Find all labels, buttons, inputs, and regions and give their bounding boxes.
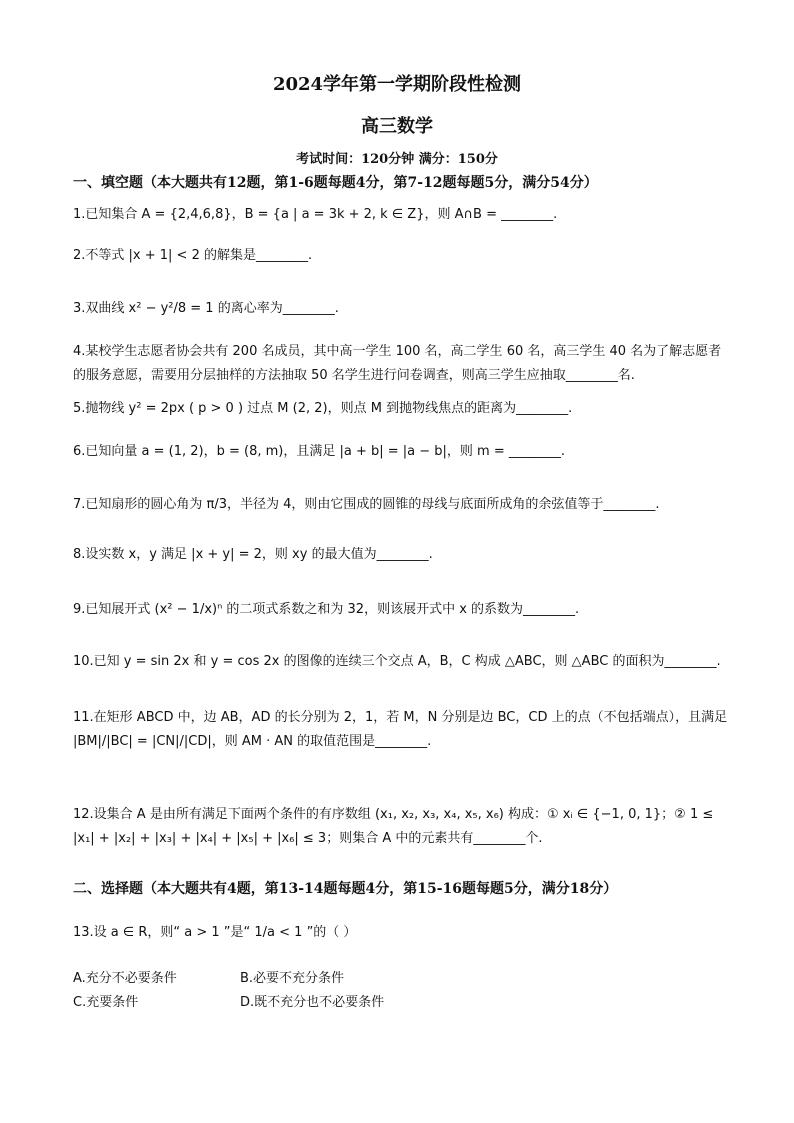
question-1: 1.已知集合 A = {2,4,6,8}，B = {a | a = 3k + 2, k ∈ Z}，则 A∩B = ________. [73, 207, 558, 222]
question-12: 12.设集合 A 是由所有满足下面两个条件的有序数组 (x₁, x₂, x₃, x₄, x₅, x₆) 构成：① xᵢ ∈ {−1, 0, 1}；② 1 ≤ |x₁| + |x₂| + |x₃| + |x₄| + |x₅| + |x₆| ≤ 3；则集合 A 中的元素共有________个. [73, 807, 714, 846]
question-11: 11.在矩形 ABCD 中，边 AB，AD 的长分别为 2，1，若 M，N 分别是边 BC，CD 上的点（不包括端点），且满足 |BM|/|BC| = |CN|/|CD|，则 AM · AN 的取值范围是________. [73, 710, 728, 749]
question-9: 9.已知展开式 (x² − 1/x)ⁿ 的二项式系数之和为 32，则该展开式中 x 的系数为________. [73, 602, 580, 617]
exam-title: 2024学年第一学期阶段性检测 [272, 74, 522, 95]
question-2: 2.不等式 |x + 1| < 2 的解集是________. [73, 248, 313, 263]
section-fill-in-heading: 一、填空题（本大题共有12题，第1-6题每题4分，第7-12题每题5分，满分54分） [73, 175, 598, 191]
question-13: 13.设 a ∈ R，则“ a > 1 ”是“ 1/a < 1 ”的（ ） [73, 925, 357, 940]
question-8: 8.设实数 x，y 满足 |x + y| = 2，则 xy 的最大值为________. [73, 547, 433, 562]
section-choice-heading: 二、选择题（本大题共有4题，第13-14题每题4分，第15-16题每题5分，满分18分） [73, 881, 618, 897]
question-6: 6.已知向量 a = (1, 2)，b = (8, m)，且满足 |a + b| = |a − b|，则 m = ________. [73, 444, 566, 459]
exam-info: 考试时间：120分钟 满分：150分 [296, 152, 498, 167]
option-b: B.必要不充分条件 [240, 971, 345, 986]
question-3: 3.双曲线 x² − y²/8 = 1 的离心率为________. [73, 301, 339, 316]
question-7: 7.已知扇形的圆心角为 π/3，半径为 4，则由它围成的圆锥的母线与底面所成角的余弦值等于________. [73, 497, 660, 512]
question-4: 4.某校学生志愿者协会共有 200 名成员，其中高一学生 100 名，高二学生 60 名，高三学生 40 名为了解志愿者的服务意愿，需要用分层抽样的方法抽取 50 名学生进行问卷调查，则高三学生应抽取________名. [73, 344, 722, 383]
option-c: C.充要条件 [73, 995, 139, 1010]
option-d: D.既不充分也不必要条件 [240, 995, 385, 1010]
option-a: A.充分不必要条件 [73, 971, 177, 986]
question-10: 10.已知 y = sin 2x 和 y = cos 2x 的图像的连续三个交点 A，B，C 构成 △ABC，则 △ABC 的面积为________. [73, 654, 721, 669]
question-5: 5.抛物线 y² = 2px ( p > 0 ) 过点 M (2, 2)，则点 M 到抛物线焦点的距离为________. [73, 401, 573, 416]
exam-subject: 高三数学 [361, 116, 433, 137]
